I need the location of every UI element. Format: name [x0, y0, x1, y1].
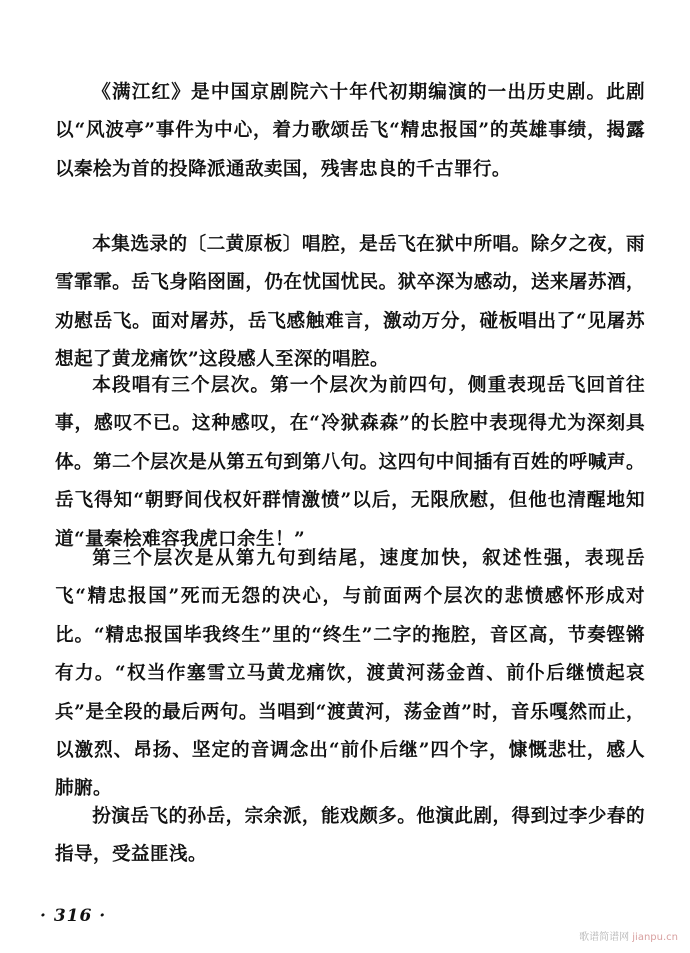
- paragraph-structure-part-three: 第三个层次是从第九句到结尾，速度加快，叙述性强，表现岳飞“精忠报国”死而无怨的决心，与前面两个层次的悲愤感怀形成对比。“精忠报国毕我终生”里的“终生”二字的拖腔，音区高，节奏铿锵有力。“权当作塞雪立马黄龙痛饮，渡黄河荡金酋、前仆后继愤起哀兵”是全段的最后两句。当唱到“渡黄河，荡金酋”时，音乐嘎然而止，以激烈、昂扬、坚定的音调念出“前仆后继”四个字，慷慨悲壮，感人肺腑。: [55, 548, 645, 800]
- paragraph-intro: 《满江红》是中国京剧院六十年代初期编演的一出历史剧。此剧以“风波亭”事件为中心，着力歌颂岳飞“精忠报国”的英雄事绩，揭露以秦桧为首的投降派通敌卖国，残害忠良的千古罪行。: [55, 82, 645, 180]
- watermark-url: jianpu.cn: [632, 932, 678, 943]
- paragraph-performer: 扮演岳飞的孙岳，宗余派，能戏颇多。他演此剧，得到过李少春的指导，受益匪浅。: [55, 806, 645, 866]
- page-number: · 316 ·: [40, 906, 107, 926]
- watermark: [579, 928, 678, 943]
- paragraph-aria-description: 本集选录的〔二黄原板〕唱腔，是岳飞在狱中所唱。除夕之夜，雨雪霏霏。岳飞身陷囹圄，仍在忧国忧民。狱卒深为感动，送来屠苏酒，劝慰岳飞。面对屠苏，岳飞感触难言，激动万分，碰板唱出了“见屠苏想起了黄龙痛饮”这段感人至深的唱腔。: [55, 234, 645, 371]
- paragraph-structure-part-one: 本段唱有三个层次。第一个层次为前四句，侧重表现岳飞回首往事，感叹不已。这种感叹，在“冷狱森森”的长腔中表现得尤为深刻具体。第二个层次是从第五句到第八句。这四句中间插有百姓的呼喊声。岳飞得知“朝野间伐权奸群情激愤”以后，无限欣慰，但他也清醒地知道“量秦桧难容我虎口余生！”: [55, 375, 645, 550]
- watermark-site: 歌谱简谱网: [579, 932, 630, 943]
